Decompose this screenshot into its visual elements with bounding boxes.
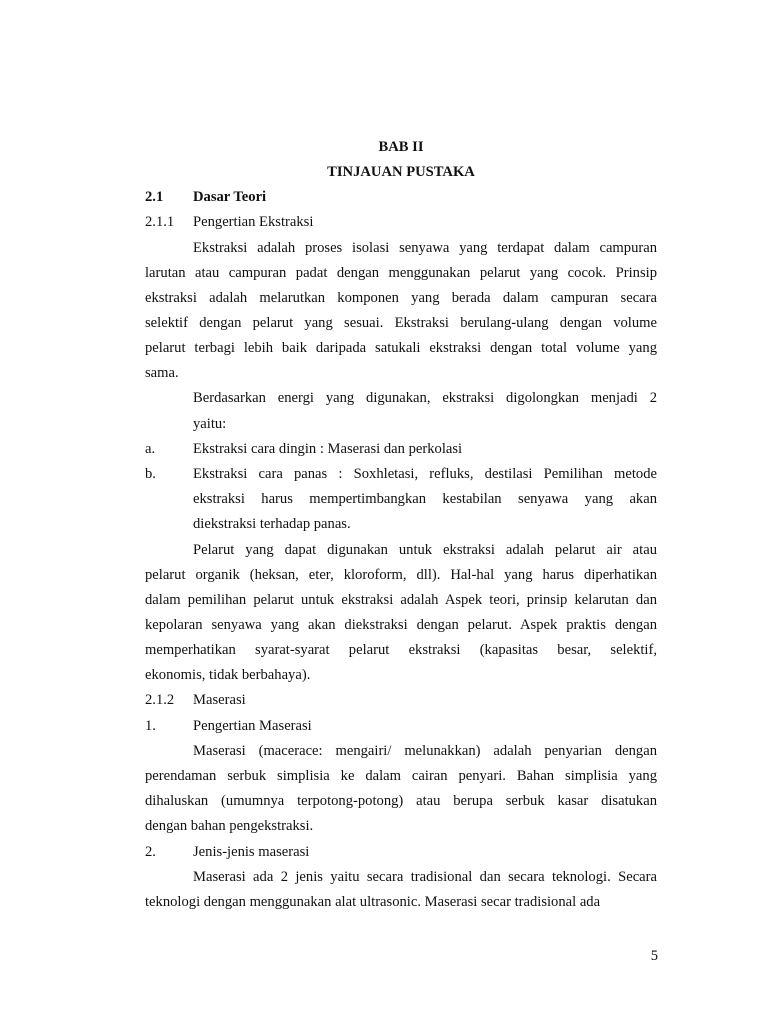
list-marker: a. xyxy=(145,441,156,457)
item-title: Jenis-jenis maserasi xyxy=(193,844,310,860)
item-number: 1. xyxy=(145,718,156,734)
paragraph-line: Ekstraksi adalah proses isolasi senyawa yang terdapat dalam campuran xyxy=(193,240,657,256)
subsection-number: 2.1.2 xyxy=(145,692,175,708)
paragraph-line: sama. xyxy=(145,365,179,381)
paragraph-line: ekstraksi adalah melarutkan komponen yang berada dalam campuran secara xyxy=(145,290,657,306)
section-number: 2.1 xyxy=(145,189,164,205)
paragraph-line: Maserasi ada 2 jenis yaitu secara tradisional dan secara teknologi. Secara xyxy=(193,869,657,885)
list-item-line: Ekstraksi cara panas : Soxhletasi, refluks, destilasi Pemilihan metode xyxy=(193,466,657,482)
list-marker: b. xyxy=(145,466,156,482)
subsection-title: Pengertian Ekstraksi xyxy=(193,214,314,230)
paragraph-line: dalam pemilihan pelarut untuk ekstraksi adalah Aspek teori, prinsip kelarutan dan xyxy=(145,592,657,608)
paragraph-line: teknologi dengan menggunakan alat ultrasonic. Maserasi secar tradisional ada xyxy=(145,894,601,910)
paragraph-line: Pelarut yang dapat digunakan untuk ekstraksi adalah pelarut air atau xyxy=(193,542,657,558)
subsection-title: Maserasi xyxy=(193,692,246,708)
list-item-line: diekstraksi terhadap panas. xyxy=(193,516,351,532)
section-title: Dasar Teori xyxy=(193,189,267,205)
list-item-line: ekstraksi harus mempertimbangkan kestabilan senyawa yang akan xyxy=(193,491,657,507)
paragraph-line: larutan atau campuran padat dengan menggunakan pelarut yang cocok. Prinsip xyxy=(145,265,657,281)
paragraph-line: memperhatikan syarat-syarat pelarut ekstraksi (kapasitas besar, selektif, xyxy=(145,642,657,658)
item-number: 2. xyxy=(145,844,156,860)
paragraph-line: ekonomis, tidak berbahaya). xyxy=(145,667,311,683)
paragraph-line: yaitu: xyxy=(193,416,227,432)
paragraph-line: pelarut terbagi lebih baik daripada satukali ekstraksi dengan total volume yang xyxy=(145,340,657,356)
subsection-number: 2.1.1 xyxy=(145,214,175,230)
list-item-line: Ekstraksi cara dingin : Maserasi dan perkolasi xyxy=(193,441,463,457)
paragraph-line: selektif dengan pelarut yang sesuai. Ekstraksi berulang-ulang dengan volume xyxy=(145,315,657,331)
page-number: 5 xyxy=(650,948,658,964)
chapter-title: TINJAUAN PUSTAKA xyxy=(327,164,475,180)
item-title: Pengertian Maserasi xyxy=(193,718,312,734)
paragraph-line: pelarut organik (heksan, eter, kloroform, dll). Hal-hal yang harus diperhatikan xyxy=(145,567,657,583)
paragraph-line: kepolaran senyawa yang akan diekstraksi dengan pelarut. Aspek praktis dengan xyxy=(145,617,657,633)
paragraph-line: perendaman serbuk simplisia ke dalam cairan penyari. Bahan simplisia yang xyxy=(145,768,657,784)
paragraph-line: dihaluskan (umumnya terpotong-potong) atau berupa serbuk kasar disatukan xyxy=(145,793,657,809)
chapter-label: BAB II xyxy=(378,139,424,155)
paragraph-line: Berdasarkan energi yang digunakan, ekstraksi digolongkan menjadi 2 xyxy=(193,390,657,406)
paragraph-line: Maserasi (macerace: mengairi/ melunakkan) adalah penyarian dengan xyxy=(193,743,657,759)
paragraph-line: dengan bahan pengekstraksi. xyxy=(145,818,314,834)
